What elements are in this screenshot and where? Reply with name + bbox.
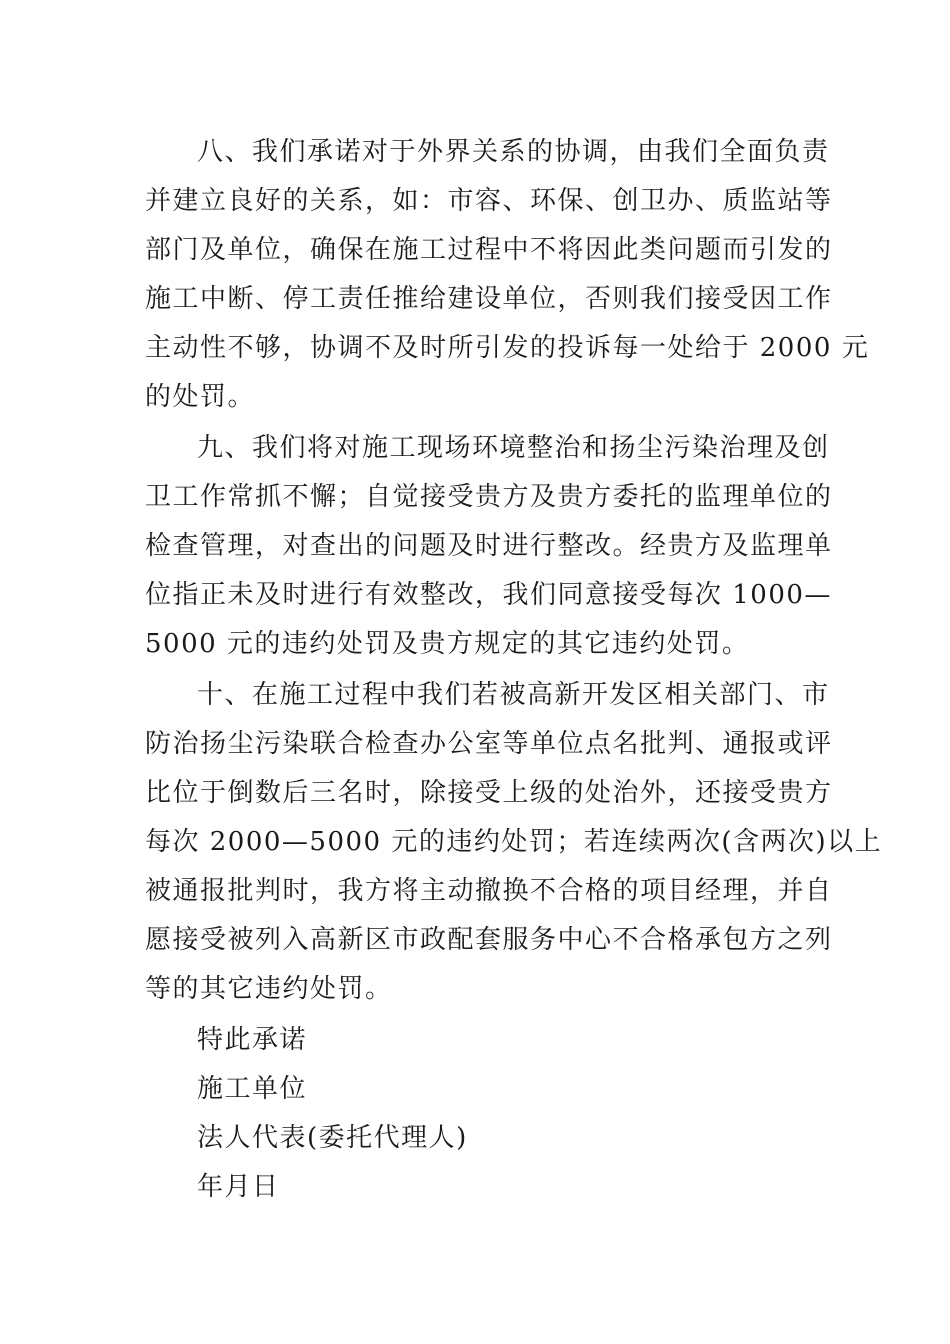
paragraph-8-line-5: 主动性不够，协调不及时所引发的投诉每一处给于 2000 元 [145, 333, 870, 363]
paragraph-10-line-6: 愿接受被列入高新区市政配套服务中心不合格承包方之列 [145, 925, 833, 955]
paragraph-8-line-3: 部门及单位，确保在施工过程中不将因此类问题而引发的 [145, 235, 833, 265]
construction-unit-label: 施工单位 [197, 1074, 308, 1104]
paragraph-10-line-4: 每次 2000—5000 元的违约处罚；若连续两次(含两次)以上 [145, 827, 883, 857]
paragraph-9-line-2: 卫工作常抓不懈；自觉接受贵方及贵方委托的监理单位的 [145, 482, 833, 512]
paragraph-9-line-4: 位指正未及时进行有效整改，我们同意接受每次 1000— [145, 580, 832, 610]
legal-representative-label: 法人代表(委托代理人) [197, 1123, 468, 1153]
paragraph-10-line-7: 等的其它违约处罚。 [145, 974, 393, 1004]
paragraph-8-line-1: 八、我们承诺对于外界关系的协调，由我们全面负责 [197, 137, 830, 167]
paragraph-10-line-5: 被通报批判时，我方将主动撤换不合格的项目经理，并自 [145, 876, 833, 906]
date-label: 年月日 [197, 1172, 280, 1202]
paragraph-10-line-2: 防治扬尘污染联合检查办公室等单位点名批判、通报或评 [145, 729, 833, 759]
paragraph-9-line-5: 5000 元的违约处罚及贵方规定的其它违约处罚。 [145, 629, 750, 659]
paragraph-8-line-6: 的处罚。 [145, 382, 256, 412]
paragraph-9-line-1: 九、我们将对施工现场环境整治和扬尘污染治理及创 [197, 433, 830, 463]
paragraph-9-line-3: 检查管理，对查出的问题及时进行整改。经贵方及监理单 [145, 531, 833, 561]
paragraph-8-line-2: 并建立良好的关系，如：市容、环保、创卫办、质监站等 [145, 186, 833, 216]
paragraph-8-line-4: 施工中断、停工责任推给建设单位，否则我们接受因工作 [145, 284, 833, 314]
paragraph-10-line-3: 比位于倒数后三名时，除接受上级的处治外，还接受贵方 [145, 778, 833, 808]
closing-statement: 特此承诺 [197, 1025, 308, 1055]
paragraph-10-line-1: 十、在施工过程中我们若被高新开发区相关部门、市 [197, 680, 830, 710]
